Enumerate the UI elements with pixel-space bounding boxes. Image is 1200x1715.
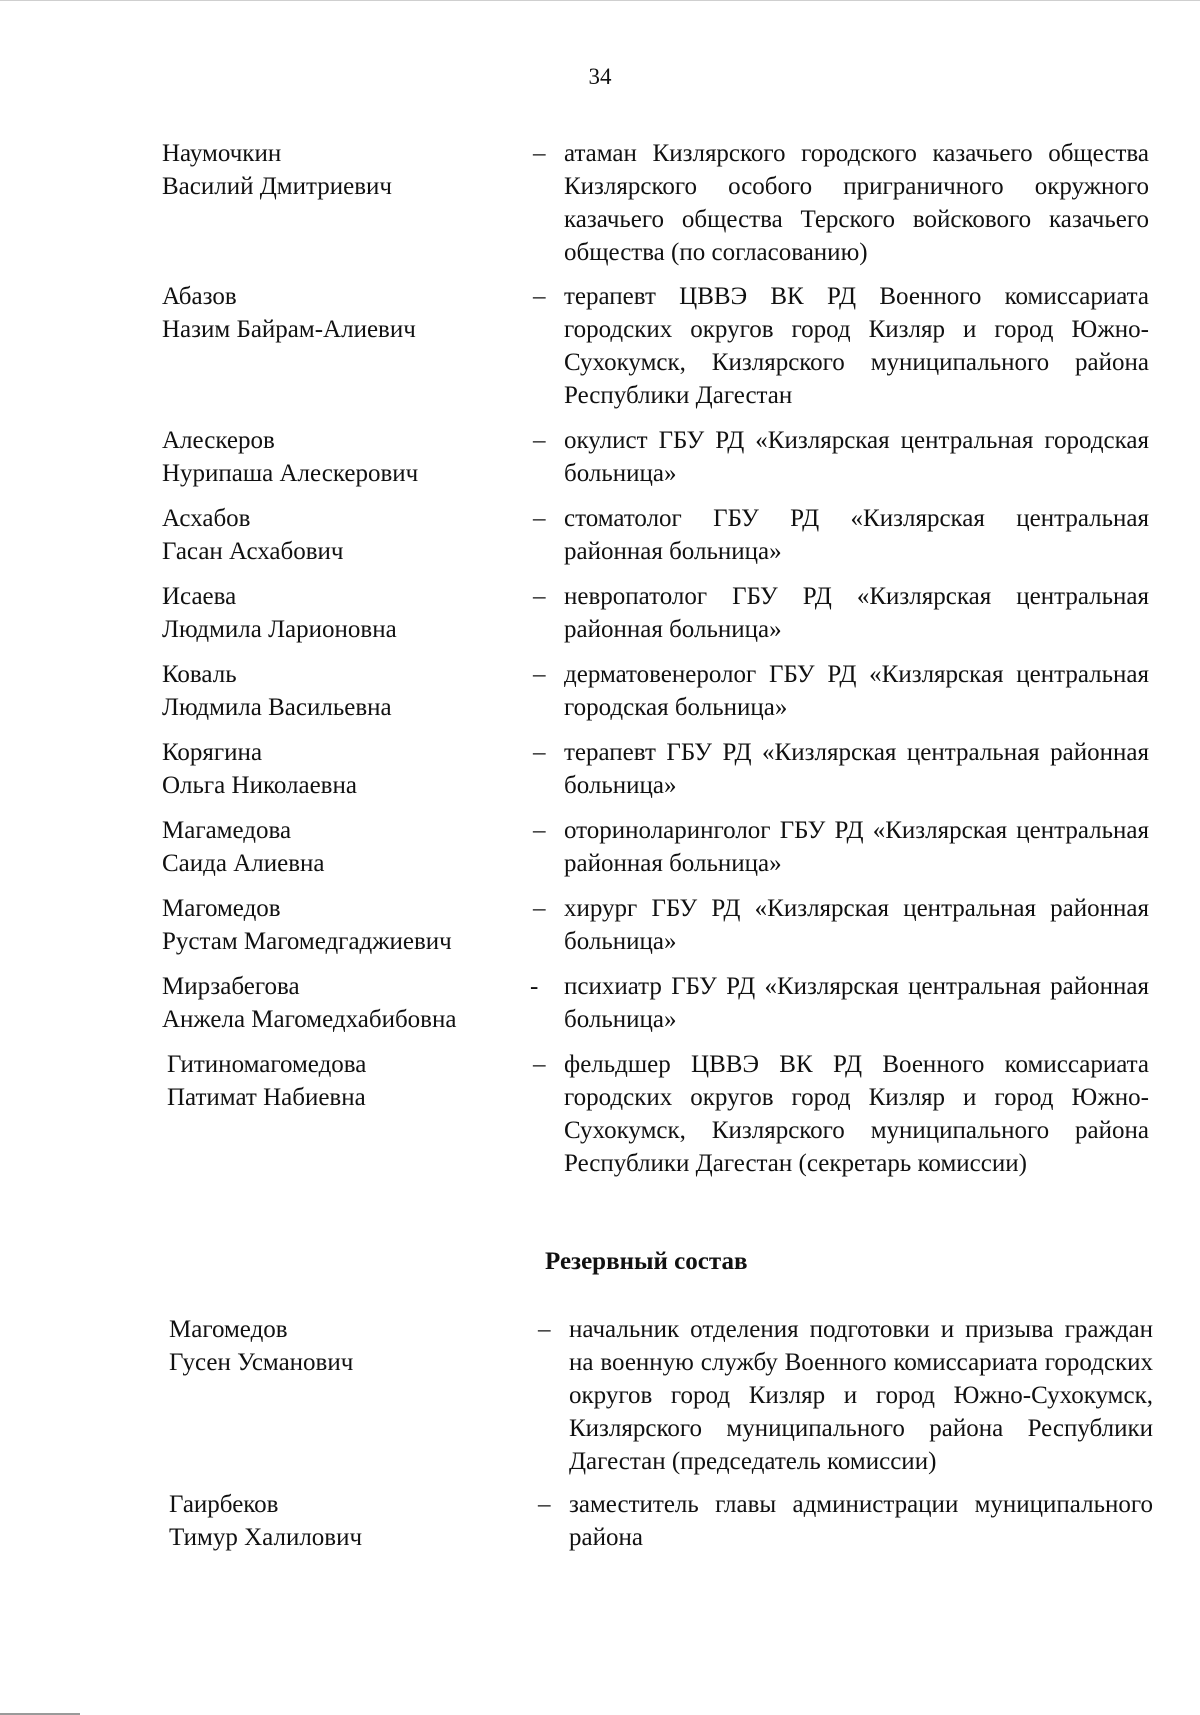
member-given-names: Людмила Васильевна [162,694,392,721]
member-surname: Корягина [162,739,263,766]
member-name [162,137,522,203]
member-role: психиатр ГБУ РД «Кизлярская центральная районная больница» [564,973,1149,1033]
member-surname: Гитиномагомедова [167,1051,367,1078]
member-name [169,1313,529,1379]
separator-dash: – [533,895,546,922]
member-role: терапевт ГБУ РД «Кизлярская центральная районная больница» [564,739,1149,799]
member-name [167,1048,527,1114]
member-given-names: Тимур Халилович [169,1524,363,1551]
member-role: окулист ГБУ РД «Кизлярская центральная городская больница» [564,427,1149,487]
separator-dash: – [533,283,546,310]
member-role: заместитель главы администрации муниципального района [569,1491,1153,1551]
member-surname: Наумочкин [162,140,282,167]
separator-dash: – [533,140,546,167]
member-given-names: Анжела Магомедхабибовна [162,1006,457,1033]
member-surname: Алескеров [162,427,275,454]
member-role: оториноларинголог ГБУ РД «Кизлярская центральная районная больница» [564,817,1149,877]
member-role: фельдшер ЦВВЭ ВК РД Военного комиссариата городских округов город Кизляр и город Южно-Сухокумск, Кизлярского муниципального района Республики Дагестан (секретарь комиссии) [564,1051,1149,1177]
member-name [162,580,522,646]
member-name [162,280,522,346]
separator-dash: – [533,1051,546,1078]
member-given-names: Патимат Набиевна [167,1084,366,1111]
member-given-names: Ольга Николаевна [162,772,357,799]
member-given-names: Василий Дмитриевич [162,173,392,200]
member-name [162,970,522,1036]
member-name [162,424,522,490]
member-given-names: Гасан Асхабович [162,538,344,565]
page-number: 34 [588,64,612,89]
member-role: дерматовенеролог ГБУ РД «Кизлярская центральная городская больница» [564,661,1149,721]
separator-dash: – [533,505,546,532]
member-name [169,1488,529,1554]
member-surname: Гаирбеков [169,1491,279,1518]
member-role: атаман Кизлярского городского казачьего общества Кизлярского особого приграничного окружного казачьего общества Терского войскового казачьего общества (по согласованию) [564,140,1149,266]
member-given-names: Людмила Ларионовна [162,616,397,643]
member-surname: Магамедова [162,817,292,844]
separator-dash: – [533,661,546,688]
member-role: начальник отделения подготовки и призыва граждан на военную службу Военного комиссариата городских округов город Кизляр и город Южно-Сухокумск, Кизлярского муниципального района Республики Дагестан (председатель комиссии) [569,1316,1153,1475]
separator-dash: – [533,583,546,610]
member-name [162,658,522,724]
separator-dash: - [530,973,539,1000]
member-surname: Магомедов [162,895,281,922]
member-given-names: Рустам Магомедгаджиевич [162,928,452,955]
member-surname: Магомедов [169,1316,288,1343]
member-name [162,892,522,958]
separator-dash: – [538,1491,551,1518]
section-title-reserve: Резервный состав [545,1248,748,1275]
separator-dash: – [533,739,546,766]
member-surname: Абазов [162,283,237,310]
member-given-names: Назим Байрам-Алиевич [162,316,416,343]
member-surname: Исаева [162,583,237,610]
separator-dash: – [533,427,546,454]
member-given-names: Саида Алиевна [162,850,325,877]
member-name [162,736,522,802]
member-surname: Асхабов [162,505,251,532]
member-surname: Коваль [162,661,237,688]
member-given-names: Нурипаша Алескерович [162,460,419,487]
member-role: стоматолог ГБУ РД «Кизлярская центральная районная больница» [564,505,1149,565]
member-name [162,502,522,568]
member-given-names: Гусен Усманович [169,1349,354,1376]
separator-dash: – [533,817,546,844]
member-surname: Мирзабегова [162,973,300,1000]
separator-dash: – [538,1316,551,1343]
member-name [162,814,522,880]
member-role: невропатолог ГБУ РД «Кизлярская центральная районная больница» [564,583,1149,643]
member-role: терапевт ЦВВЭ ВК РД Военного комиссариата городских округов город Кизляр и город Южно-Сухокумск, Кизлярского муниципального района Республики Дагестан [564,283,1149,409]
member-role: хирург ГБУ РД «Кизлярская центральная районная больница» [564,895,1149,955]
